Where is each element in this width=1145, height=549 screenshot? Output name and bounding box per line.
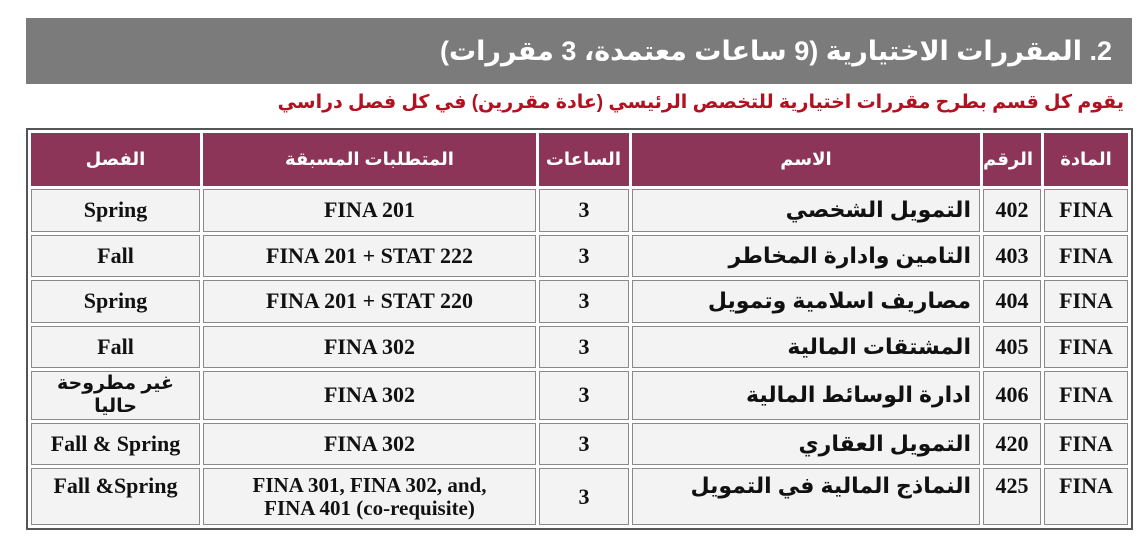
table-row xyxy=(31,326,1128,369)
cell-hours: 3 xyxy=(539,235,629,278)
header-subject: المادة xyxy=(1044,133,1128,186)
cell-term: غير مطروحة حاليا xyxy=(31,371,200,420)
cell-term: Fall xyxy=(31,326,200,369)
table-row xyxy=(31,189,1128,232)
cell-number: 406 xyxy=(983,371,1041,420)
cell-term: Fall &Spring xyxy=(31,468,200,525)
cell-hours: 3 xyxy=(539,326,629,369)
cell-number: 402 xyxy=(983,189,1041,232)
table-row xyxy=(31,280,1128,323)
cell-subject: FINA xyxy=(1044,235,1128,278)
cell-name: التمويل الشخصي xyxy=(632,189,980,232)
cell-term: Fall & Spring xyxy=(31,423,200,466)
cell-name: التامين وادارة المخاطر xyxy=(632,235,980,278)
cell-hours: 3 xyxy=(539,371,629,420)
cell-prereq: FINA 201 xyxy=(203,189,536,232)
cell-term: Spring xyxy=(31,280,200,323)
cell-hours: 3 xyxy=(539,189,629,232)
cell-prereq xyxy=(203,468,536,525)
cell-name: ادارة الوسائط المالية xyxy=(632,371,980,420)
cell-number: 405 xyxy=(983,326,1041,369)
table-header-row xyxy=(31,133,1128,186)
cell-term: Fall xyxy=(31,235,200,278)
header-number: الرقم xyxy=(983,133,1041,186)
section-header xyxy=(26,18,1132,84)
cell-subject: FINA xyxy=(1044,423,1128,466)
cell-name: مصاريف اسلامية وتمويل xyxy=(632,280,980,323)
table-row xyxy=(31,423,1128,466)
cell-number: 425 xyxy=(983,468,1041,525)
cell-subject: FINA xyxy=(1044,326,1128,369)
elective-courses-table xyxy=(26,128,1133,530)
prereq-line-1: FINA 301, FINA 302, and, xyxy=(252,472,487,497)
cell-term: Spring xyxy=(31,189,200,232)
cell-number: 420 xyxy=(983,423,1041,466)
header-hours: الساعات xyxy=(539,133,629,186)
cell-name: المشتقات المالية xyxy=(632,326,980,369)
section-title: 2. المقررات الاختيارية (9 ساعات معتمدة، 3 مقررات) xyxy=(440,35,1112,66)
cell-prereq: FINA 302 xyxy=(203,326,536,369)
header-name: الاسم xyxy=(632,133,980,186)
table-row xyxy=(31,371,1128,420)
intro-text: يقوم كل قسم بطرح مقررات اختيارية للتخصص الرئيسي (عادة مقررين) في كل فصل دراسي xyxy=(277,92,1124,113)
cell-prereq: FINA 201 + STAT 222 xyxy=(203,235,536,278)
prereq-line-2: FINA 401 (co-requisite) xyxy=(264,495,475,520)
cell-subject: FINA xyxy=(1044,371,1128,420)
header-prereq: المتطلبات المسبقة xyxy=(203,133,536,186)
cell-number: 404 xyxy=(983,280,1041,323)
cell-number: 403 xyxy=(983,235,1041,278)
cell-subject: FINA xyxy=(1044,468,1128,525)
table-row xyxy=(31,235,1128,278)
cell-name: النماذج المالية في التمويل xyxy=(632,468,980,525)
cell-hours: 3 xyxy=(539,468,629,525)
cell-prereq: FINA 302 xyxy=(203,423,536,466)
cell-name: التمويل العقاري xyxy=(632,423,980,466)
cell-prereq: FINA 201 + STAT 220 xyxy=(203,280,536,323)
cell-subject: FINA xyxy=(1044,189,1128,232)
cell-hours: 3 xyxy=(539,423,629,466)
cell-hours: 3 xyxy=(539,280,629,323)
cell-subject: FINA xyxy=(1044,280,1128,323)
table-row xyxy=(31,468,1128,525)
header-term: الفصل xyxy=(31,133,200,186)
cell-prereq: FINA 302 xyxy=(203,371,536,420)
